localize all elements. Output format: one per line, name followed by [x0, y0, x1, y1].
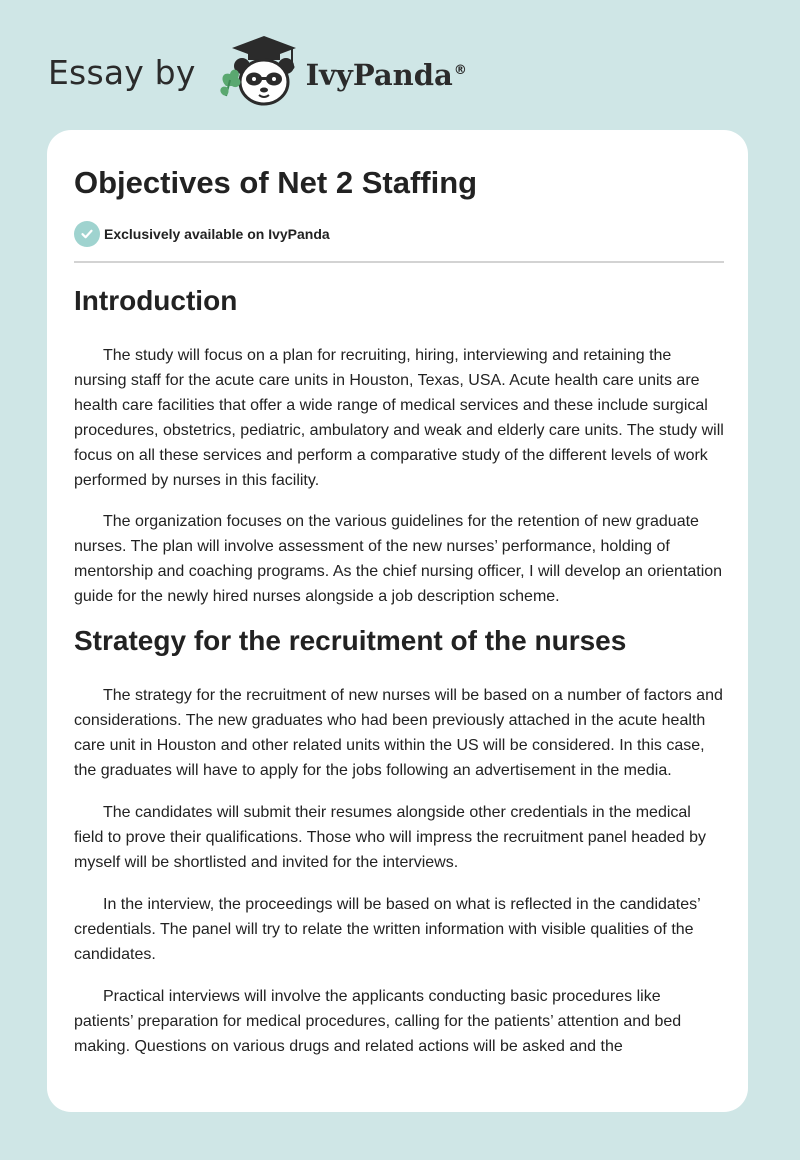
paragraph: The candidates will submit their resumes alongside other credentials in the medical field to prove their qualifications. Those who will impress the recruitment panel headed by myself will be shortlisted and invited for the interviews.: [74, 804, 707, 871]
paragraph: Practical interviews will involve the applicants conducting basic procedures like patients’ preparation for medical procedures, calling for the patients’ attention and bed making. Questions on various drugs and related actions will be asked and the: [74, 988, 682, 1055]
paragraph: The study will focus on a plan for recruiting, hiring, interviewing and retaining the nursing staff for the acute care units in Houston, Texas, USA. Acute health care units are health care facilities that offer a wide range of medical services and these include surgical procedures, obstetrics, pediatric, ambulatory and weak and elderly care units. The study will focus on all these services and perform a comparative study of the different levels of work performed by nurses in this facility.: [74, 347, 724, 489]
panda-graduate-logo-icon[interactable]: [212, 34, 308, 110]
article-card: [47, 130, 748, 1112]
brand-name: IvyPanda®: [305, 58, 467, 92]
article-body: [74, 281, 724, 1071]
section-recruitment-strategy: [74, 621, 724, 1059]
exclusive-badge: [74, 221, 330, 247]
brand-prefix: Essay by: [48, 52, 196, 92]
section-introduction: [74, 281, 724, 609]
divider: [74, 261, 724, 263]
section-heading: Introduction: [74, 285, 238, 316]
paragraph: The organization focuses on the various guidelines for the retention of new graduate nurses. The plan will involve assessment of the new nurses’ performance, holding of mentorship and coaching programs. As the chief nursing officer, I will develop an orientation guide for the newly hired nurses alongside a job description scheme.: [74, 513, 723, 605]
section-heading: Strategy for the recruitment of the nurses: [74, 625, 627, 656]
badge-text: Exclusively available on IvyPanda: [104, 226, 330, 242]
site-header: [48, 34, 467, 110]
registered-mark: ®: [453, 63, 467, 79]
check-icon: [74, 221, 100, 247]
paragraph: In the interview, the proceedings will be based on what is reflected in the candidates’ credentials. The panel will try to relate the written information with visible qualities of the candidates.: [74, 896, 701, 963]
paragraph: The strategy for the recruitment of new nurses will be based on a number of factors and considerations. The new graduates who had been previously attached in the acute health care unit in Houston and other related units within the US will be considered. In this case, the graduates will have to apply for the jobs following an advertisement in the media.: [74, 687, 723, 779]
page-title: Objectives of Net 2 Staffing: [74, 165, 478, 200]
